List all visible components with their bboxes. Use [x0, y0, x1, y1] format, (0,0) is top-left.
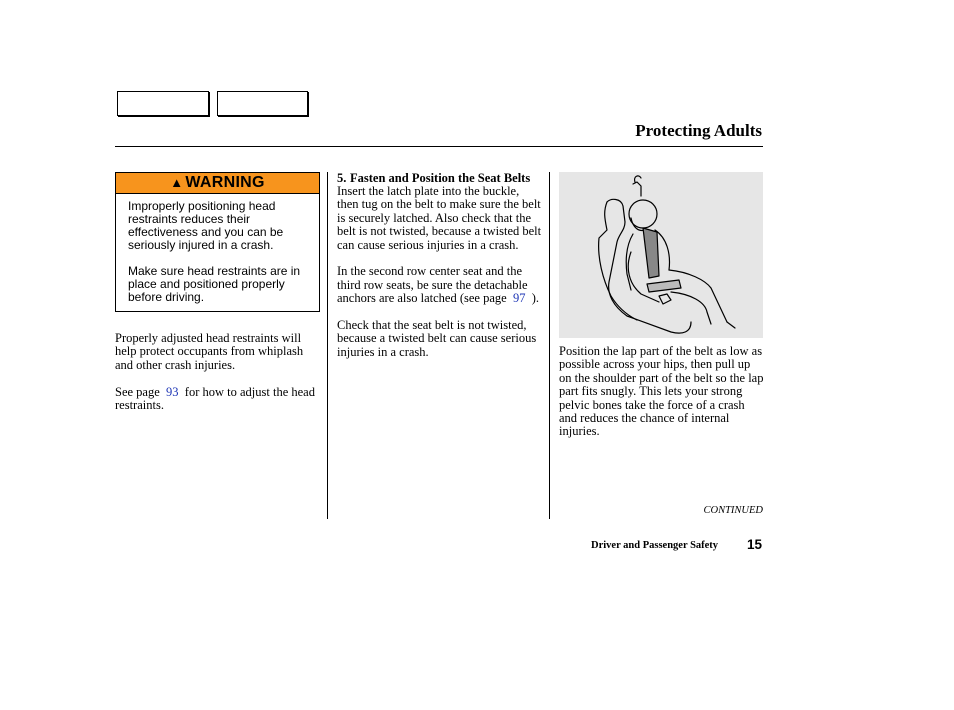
warning-header: [116, 173, 319, 194]
column-divider-1: [327, 172, 328, 519]
page-title: Protecting Adults: [635, 121, 762, 140]
column-1: [115, 332, 315, 426]
header-rule: [115, 146, 763, 147]
col3-paragraph-1: Position the lap part of the belt as low as possible across your hips, then pull up on the shoulder part of the belt so the lap part fits snugly. This lets your strong pelvic bones take the force of a crash and reduces the chance of internal injuries.: [559, 344, 764, 439]
col1-paragraph-1: Properly adjusted head restraints will help protect occupants from whiplash and other crash injuries.: [115, 331, 304, 372]
nav-button-2[interactable]: [217, 91, 308, 116]
column-2: [337, 172, 543, 373]
nav-button-1[interactable]: [117, 91, 209, 116]
step-heading: 5. Fasten and Position the Seat Belts: [337, 171, 531, 185]
warning-triangle-icon: ▲: [170, 175, 184, 190]
col2-paragraph-1: Insert the latch plate into the buckle, then tug on the belt to make sure the belt is securely latched. Also check that the belt is not twisted, because a twisted belt can cause serious injuries in a crash.: [337, 184, 542, 252]
page-link-97[interactable]: 97: [512, 291, 526, 306]
warning-box: [115, 172, 320, 312]
seated-person-icon: [559, 172, 763, 338]
seatbelt-illustration: [559, 172, 763, 338]
page-link-93[interactable]: 93: [166, 384, 179, 399]
column-3: [559, 345, 765, 452]
col1-see-page: See page 93 for how to adjust the head restraints.: [115, 384, 315, 413]
column-divider-2: [549, 172, 550, 519]
col2-paragraph-2: In the second row center seat and the third row seats, be sure the detachable anchors are also latched (see page 97 ).: [337, 264, 539, 306]
continued-label: CONTINUED: [703, 505, 763, 516]
warning-text: [116, 194, 319, 304]
col2-paragraph-3: Check that the seat belt is not twisted, because a twisted belt can cause serious injuries in a crash.: [337, 318, 537, 359]
footer-section-title: Driver and Passenger Safety: [591, 540, 719, 551]
page-number: 15: [747, 537, 763, 552]
warning-paragraph-1: Improperly positioning head restraints reduces their effectiveness and you can be seriously injured in a crash.: [128, 199, 284, 252]
warning-paragraph-2: Make sure head restraints are in place and positioned properly before driving.: [128, 264, 301, 304]
warning-label: WARNING: [185, 174, 265, 191]
